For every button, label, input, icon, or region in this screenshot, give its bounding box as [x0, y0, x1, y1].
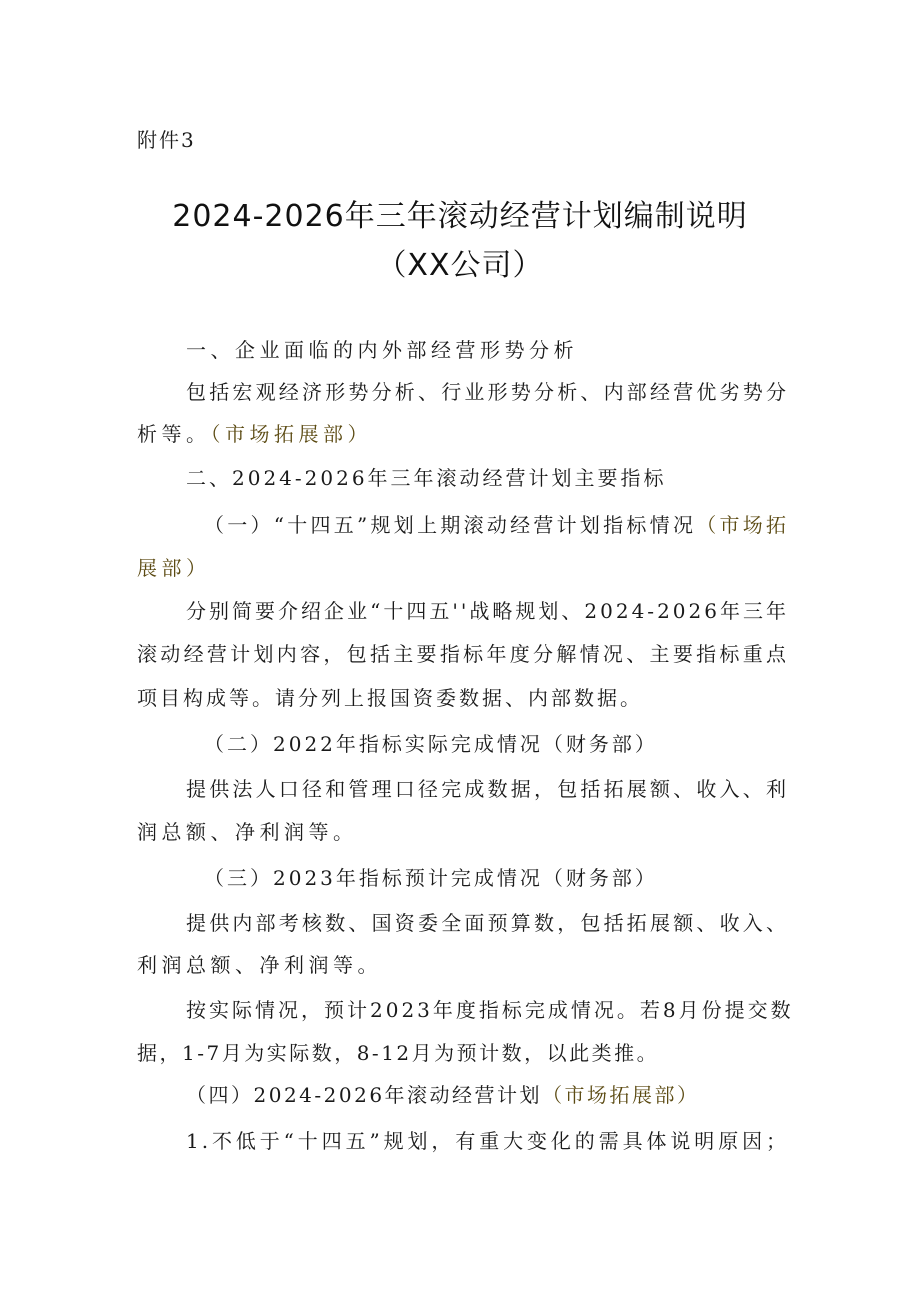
sub3-body-line2: 利润总额、净利润等。 [137, 953, 382, 977]
sub1-heading-text: （一）“十四五”规划上期滚动经营计划指标情况 [204, 513, 697, 537]
sub4-dept-note: （市场拓展部） [542, 1083, 700, 1107]
sub3-body-line4: 据，1-7月为实际数，8-12月为预计数，以此类推。 [137, 1041, 660, 1065]
section1-dept-note: （市场拓展部） [210, 422, 372, 446]
section1-body-line1: 包括宏观经济形势分析、行业形势分析、内部经营优劣势分 [186, 380, 789, 404]
sub1-body-line3: 项目构成等。请分列上报国资委数据、内部数据。 [137, 686, 643, 710]
sub4-item1: 1.不低于“十四五”规划，有重大变化的需具体说明原因； [186, 1129, 789, 1153]
sub2-body-line1: 提供法人口径和管理口径完成数据，包括拓展额、收入、利 [186, 777, 789, 801]
sub2-body-line2: 润总额、净利润等。 [137, 820, 358, 844]
section2-heading: 二、2024-2026年三年滚动经营计划主要指标 [186, 466, 667, 490]
section1-body-line2 [137, 420, 372, 448]
sub1-dept-note-part1: （市场拓 [696, 513, 790, 537]
sub3-body-line3: 按实际情况，预计2023年度指标完成情况。若8月份提交数 [186, 998, 794, 1022]
section1-body-text: 析等。 [137, 422, 211, 446]
sub1-body-line2: 滚动经营计划内容，包括主要指标年度分解情况、主要指标重点 [137, 642, 789, 666]
sub3-heading: （三）2023年指标预计完成情况（财务部） [204, 866, 658, 890]
section1-heading: 一、企业面临的内外部经营形势分析 [186, 338, 578, 362]
sub4-heading-text: （四）2024-2026年滚动经营计划 [186, 1083, 543, 1107]
document-subtitle: （XX公司） [376, 248, 544, 283]
sub1-heading-line1 [204, 511, 789, 539]
sub1-body-line1: 分别简要介绍企业“十四五''战略规划、2024-2026年三年 [186, 599, 789, 623]
attachment-label: 附件3 [137, 128, 196, 152]
sub4-heading [186, 1081, 700, 1109]
sub2-heading: （二）2022年指标实际完成情况（财务部） [204, 732, 658, 756]
document-title: 2024-2026年三年滚动经营计划编制说明 [172, 199, 748, 234]
sub3-body-line1: 提供内部考核数、国资委全面预算数，包括拓展额、收入、 [186, 911, 789, 935]
sub1-dept-note-part2: 展部） [137, 556, 211, 580]
